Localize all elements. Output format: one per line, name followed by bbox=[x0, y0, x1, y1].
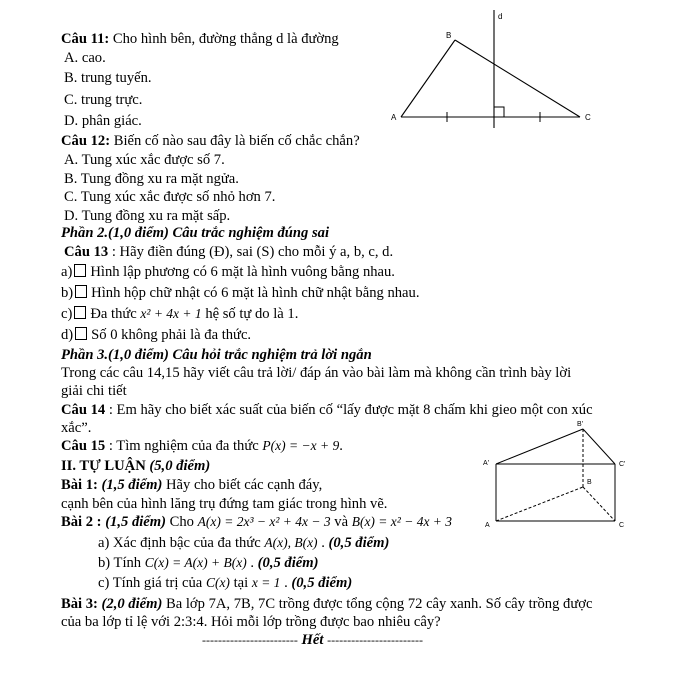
bai2-b bbox=[98, 554, 318, 572]
bai2-a-post: . bbox=[317, 535, 329, 551]
q12-option-a: A. Tung xúc xắc được số 7. bbox=[64, 152, 225, 168]
q13-item-c bbox=[61, 305, 298, 323]
q13-d-text: Số 0 không phải là đa thức. bbox=[91, 327, 252, 343]
bai1-text-1: Hãy cho biết các cạnh đáy, bbox=[162, 477, 323, 493]
side-ab bbox=[401, 40, 455, 117]
edge-bc-hidden bbox=[583, 487, 615, 521]
bai2-b-post: . bbox=[246, 555, 258, 571]
footer-het: Hết bbox=[297, 632, 328, 648]
right-angle-mark bbox=[494, 107, 504, 117]
q13-c-prefix: c) bbox=[61, 306, 73, 322]
q11-line bbox=[61, 30, 339, 48]
bai2-head: Bài 2 : bbox=[61, 514, 102, 530]
q11-text: Cho hình bên, đường thẳng d là đường bbox=[109, 31, 339, 47]
q13-item-d bbox=[61, 326, 251, 344]
bai2-a bbox=[98, 534, 389, 552]
q13-b-text: Hình hộp chữ nhật có 6 mặt là hình chữ nhật bằng nhau. bbox=[91, 285, 420, 301]
label-a: A bbox=[485, 522, 490, 529]
label-c: C bbox=[585, 113, 591, 122]
bai3-line-1 bbox=[61, 595, 592, 613]
label-b: B bbox=[446, 31, 452, 40]
triangle-figure bbox=[390, 10, 600, 130]
q13-text: : Hãy điền đúng (Đ), sai (S) cho mỗi ý a, b, c, d. bbox=[108, 244, 394, 260]
q12-option-c: C. Tung xúc xắc được số nhỏ hơn 7. bbox=[64, 189, 276, 205]
bai3-head: Bài 3: bbox=[61, 596, 98, 612]
q15-text: : Tìm nghiệm của đa thức bbox=[105, 438, 263, 454]
q12-option-b: B. Tung đồng xu ra mặt ngửa. bbox=[64, 171, 239, 187]
footer-dashes-left: ------------------------ bbox=[202, 633, 298, 647]
bai2-c bbox=[98, 574, 352, 592]
checkbox-a[interactable] bbox=[74, 264, 86, 277]
prism-figure bbox=[480, 420, 630, 535]
q11-option-a: A. cao. bbox=[64, 50, 106, 66]
footer-dashes-right: ------------------------ bbox=[327, 633, 423, 647]
bai2-c-expr: C(x) bbox=[205, 575, 230, 590]
essay-title: II. TỰ LUẬN bbox=[61, 458, 146, 474]
bai2-points: (1,5 điểm) bbox=[101, 514, 166, 530]
q11-option-d: D. phân giác. bbox=[64, 113, 142, 129]
q15-expr: P(x) = −x + 9 bbox=[262, 438, 340, 453]
bai2-a-points: (0,5 điểm) bbox=[328, 535, 390, 551]
q11-option-b: B. trung tuyến. bbox=[64, 70, 152, 86]
q13-c-pre: Đa thức bbox=[90, 306, 141, 322]
label-a: A bbox=[391, 113, 397, 122]
q15-line bbox=[61, 437, 343, 455]
q14-text-1: : Em hãy cho biết xác suất của biến cố “lấy được mặt 8 chấm khi gieo một con xúc bbox=[105, 402, 593, 418]
bai2-c-pre: c) Tính giá trị của bbox=[98, 575, 206, 591]
bai2-expr-a: A(x) = 2x³ − x² + 4x − 3 bbox=[197, 514, 331, 529]
essay-points: (5,0 điểm) bbox=[145, 458, 211, 474]
q11-head: Câu 11: bbox=[61, 31, 110, 47]
bai3-line-2: của ba lớp tỉ lệ với 2:3:4. Hỏi mỗi lớp trồng được bao nhiêu cây? bbox=[61, 614, 441, 630]
bai2-c-points: (0,5 điểm) bbox=[291, 575, 353, 591]
q11-option-c: C. trung trực. bbox=[64, 92, 143, 108]
part2-title: Phần 2.(1,0 điểm) Câu trắc nghiệm đúng sai bbox=[61, 225, 329, 241]
bai2-b-points: (0,5 điểm) bbox=[257, 555, 319, 571]
q13-item-a bbox=[61, 263, 395, 281]
checkbox-d[interactable] bbox=[75, 327, 87, 340]
bai2-pre: Cho bbox=[166, 514, 198, 530]
q13-b-prefix: b) bbox=[61, 285, 74, 301]
footer-end bbox=[202, 631, 423, 649]
bai1-line-2: cạnh bên của hình lăng trụ đứng tam giác trong hình vẽ. bbox=[61, 496, 388, 512]
part3-intro-1: Trong các câu 14,15 hãy viết câu trả lời/ đáp án vào bài làm mà không cần trình bày lời bbox=[61, 365, 572, 381]
checkbox-c[interactable] bbox=[74, 306, 86, 319]
q13-c-expr: x² + 4x + 1 bbox=[140, 306, 202, 321]
label-cprime: C' bbox=[619, 461, 626, 468]
q13-c-post: hệ số tự do là 1. bbox=[201, 306, 299, 322]
label-d: d bbox=[498, 12, 503, 21]
bai3-points: (2,0 điểm) bbox=[97, 596, 163, 612]
q13-a-text: Hình lập phương có 6 mặt là hình vuông bằng nhau. bbox=[90, 264, 395, 280]
bai2-c-mid: tại bbox=[229, 575, 252, 591]
bai2-c-post: . bbox=[280, 575, 292, 591]
q13-head: Câu 13 bbox=[64, 244, 109, 260]
q13-line bbox=[64, 243, 393, 261]
bai2-c-expr2: x = 1 bbox=[251, 575, 281, 590]
label-aprime: A' bbox=[483, 460, 490, 467]
q12-head: Câu 12: bbox=[61, 133, 111, 149]
bai2-line bbox=[61, 513, 452, 531]
bai1-line-1 bbox=[61, 476, 322, 494]
bai2-a-pre: a) Xác định bậc của đa thức bbox=[98, 535, 265, 551]
q12-line bbox=[61, 132, 360, 150]
part3-title: Phần 3.(1,0 điểm) Câu hỏi trắc nghiệm trả lời ngắn bbox=[61, 347, 372, 363]
bai2-b-expr: C(x) = A(x) + B(x) bbox=[144, 555, 247, 570]
q13-item-b bbox=[61, 284, 419, 302]
q15-head: Câu 15 bbox=[61, 438, 106, 454]
bai2-expr-b: B(x) = x² − 4x + 3 bbox=[351, 514, 453, 529]
bai1-points: (1,5 điểm) bbox=[97, 477, 163, 493]
bai2-and: và bbox=[330, 514, 352, 530]
label-bprime: B' bbox=[577, 421, 584, 428]
label-c: C bbox=[619, 522, 625, 529]
label-b: B bbox=[587, 479, 592, 486]
bai1-head: Bài 1: bbox=[61, 477, 98, 493]
q14-line-2: xắc”. bbox=[61, 420, 92, 436]
part3-intro-2: giải chi tiết bbox=[61, 383, 127, 399]
bai2-b-pre: b) Tính bbox=[98, 555, 145, 571]
edge-ab-hidden bbox=[496, 487, 583, 521]
q12-text: Biến cố nào sau đây là biến cố chắc chắn? bbox=[110, 133, 360, 149]
checkbox-b[interactable] bbox=[75, 285, 87, 298]
bai3-text-1: Ba lớp 7A, 7B, 7C trồng được tổng cộng 72 cây xanh. Số cây trồng được bbox=[162, 596, 593, 612]
q12-option-d: D. Tung đồng xu ra mặt sấp. bbox=[64, 208, 231, 224]
q13-d-prefix: d) bbox=[61, 327, 74, 343]
q14-line-1 bbox=[61, 401, 593, 419]
q15-end: . bbox=[339, 438, 343, 454]
edge-ap-bp bbox=[496, 429, 583, 464]
side-bc bbox=[455, 40, 580, 117]
bai2-a-expr: A(x), B(x) bbox=[264, 535, 318, 550]
q13-a-prefix: a) bbox=[61, 264, 73, 280]
q14-head: Câu 14 bbox=[61, 402, 106, 418]
edge-bp-cp bbox=[583, 429, 615, 464]
essay-heading bbox=[61, 457, 210, 475]
